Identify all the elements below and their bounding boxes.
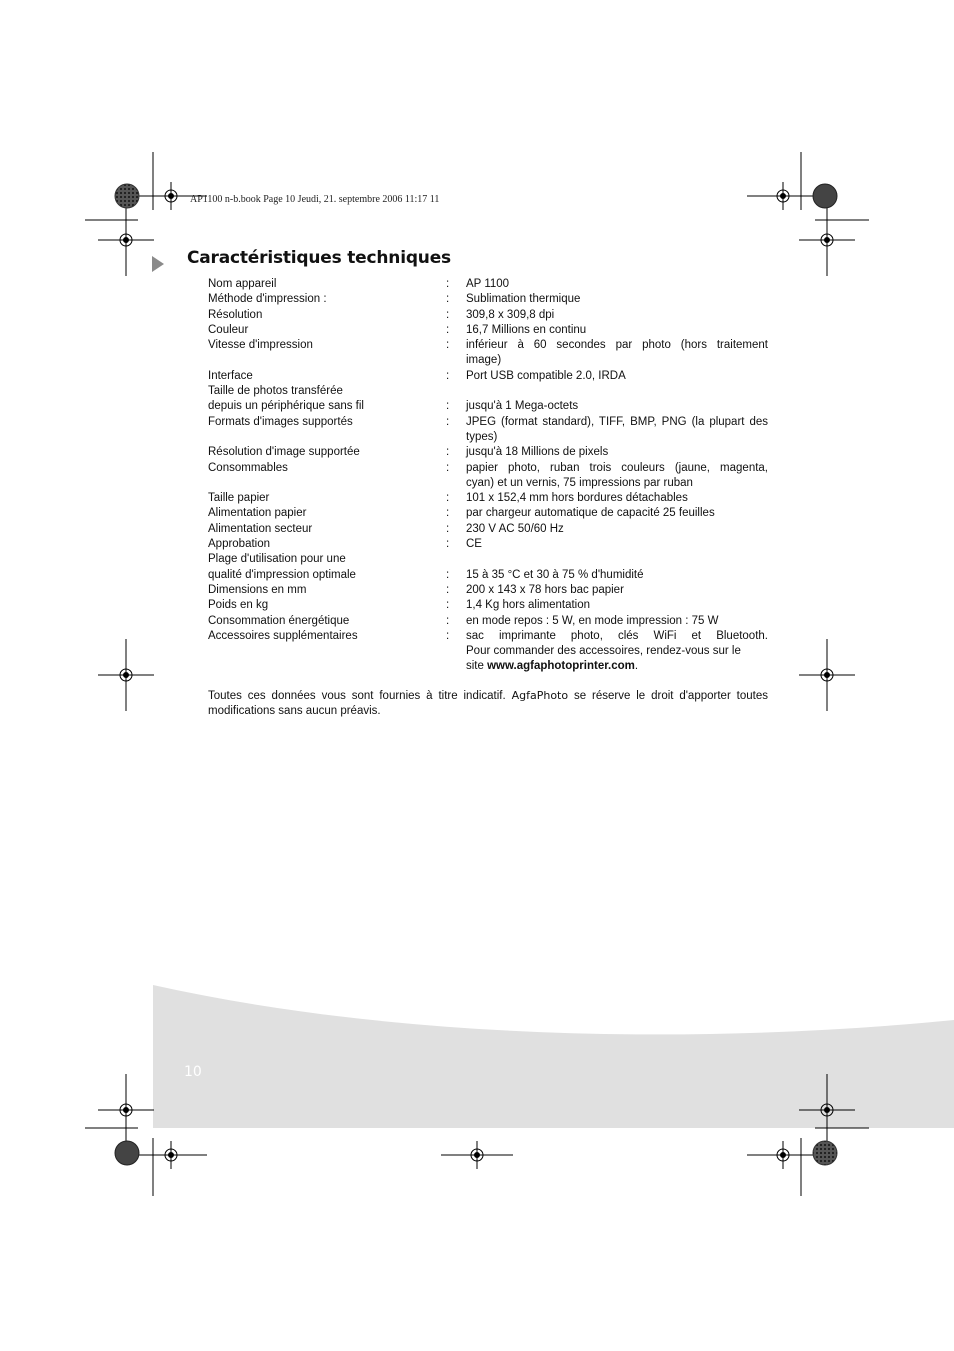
spec-value-line: Sublimation thermique	[466, 293, 581, 306]
spec-label-line: Formats d'images supportés	[208, 415, 353, 428]
spec-row	[208, 583, 768, 598]
spec-label	[208, 277, 446, 292]
spec-label	[208, 614, 446, 629]
spec-label	[208, 629, 446, 675]
spec-label-line: Approbation	[208, 538, 271, 551]
spec-row	[208, 369, 768, 384]
spec-colon: :	[446, 614, 450, 627]
spec-label-line: Poids en kg	[208, 599, 269, 612]
spec-label-line: Taille de photos transférée	[208, 385, 343, 398]
spec-row	[208, 491, 768, 506]
footer-band	[153, 985, 954, 1128]
spec-value-line: image)	[466, 354, 502, 367]
spec-label-line: Nom appareil	[208, 278, 277, 290]
spec-value	[466, 629, 768, 675]
spec-label	[208, 384, 446, 415]
specs-table	[208, 277, 768, 675]
spec-value-line: sac imprimante photo, clés WiFi et Bluetooth.	[466, 629, 768, 642]
spec-value-line: 309,8 x 309,8 dpi	[466, 308, 555, 321]
spec-value-line: types)	[466, 430, 498, 443]
spec-colon: :	[446, 415, 450, 428]
spec-row	[208, 461, 768, 492]
spec-label-line: Taille papier	[208, 492, 270, 505]
accessories-site-line: site www.agfaphotoprinter.com.	[466, 660, 639, 673]
spec-row	[208, 537, 768, 552]
spec-value-line: cyan) et un vernis, 75 impressions par ruban	[466, 476, 693, 489]
spec-label-line: Plage d'utilisation pour une	[208, 553, 346, 566]
spec-label	[208, 522, 446, 537]
spec-colon: :	[446, 446, 450, 459]
spec-colon: :	[446, 629, 450, 642]
disclaimer-note	[208, 688, 768, 720]
spec-row	[208, 308, 768, 323]
spec-value	[466, 323, 768, 338]
page-title: Caractéristiques techniques	[187, 248, 451, 268]
spec-row	[208, 629, 768, 675]
spec-label	[208, 491, 446, 506]
spec-colon: :	[446, 583, 450, 596]
spec-colon: :	[446, 492, 450, 505]
spec-row	[208, 506, 768, 521]
spec-value	[466, 583, 768, 598]
spec-value	[466, 614, 768, 629]
spec-row	[208, 522, 768, 537]
spec-label-line: Consommation énergétique	[208, 614, 350, 627]
spec-label-line: Résolution	[208, 308, 263, 321]
spec-value-line: 200 x 143 x 78 hors bac papier	[466, 583, 624, 596]
spec-colon: :	[446, 369, 450, 382]
spec-label	[208, 506, 446, 521]
spec-label	[208, 598, 446, 613]
spec-colon: :	[446, 308, 450, 321]
spec-label-line: qualité d'impression optimale	[208, 568, 356, 581]
spec-value	[466, 308, 768, 323]
spec-value-line: 1,4 Kg hors alimentation	[466, 599, 591, 612]
spec-label	[208, 323, 446, 338]
spec-row	[208, 338, 768, 369]
spec-value-line: Pour commander des accessoires, rendez-vous sur le	[466, 645, 741, 658]
crop-marks-top	[85, 152, 869, 220]
spec-colon: :	[446, 538, 450, 551]
spec-value	[466, 598, 768, 613]
spec-label-line: Consommables	[208, 461, 288, 474]
spec-row	[208, 292, 768, 307]
spec-colon: :	[446, 568, 450, 581]
spec-colon: :	[446, 461, 450, 474]
spec-row	[208, 614, 768, 629]
spec-value-line: 15 à 35 °C et 30 à 75 % d'humidité	[466, 568, 644, 581]
spec-label-line: Alimentation papier	[208, 507, 307, 520]
spec-label	[208, 552, 446, 583]
spec-value	[466, 552, 768, 583]
spec-value-line: jusqu'à 1 Mega-octets	[466, 400, 579, 413]
spec-colon: :	[446, 599, 450, 612]
spec-value-line: Port USB compatible 2.0, IRDA	[466, 369, 626, 382]
spec-label	[208, 537, 446, 552]
note-part1: Toutes ces données vous sont fournies à titre indicatif.	[208, 690, 506, 702]
spec-value	[466, 491, 768, 506]
spec-label-line: Vitesse d'impression	[208, 339, 313, 352]
accessories-link[interactable]: www.agfaphotoprinter.com	[487, 660, 635, 673]
spec-row	[208, 277, 768, 292]
spec-label-line: Méthode d'impression :	[208, 293, 327, 306]
spec-label	[208, 369, 446, 384]
spec-label	[208, 415, 446, 446]
spec-row	[208, 384, 768, 415]
spec-value	[466, 522, 768, 537]
spec-value-line: AP 1100	[466, 278, 510, 290]
spec-colon: :	[446, 339, 450, 352]
spec-label-line: depuis un périphérique sans fil	[208, 400, 364, 413]
spec-value-line: 101 x 152,4 mm hors bordures détachables	[466, 492, 688, 505]
spec-value-line: par chargeur automatique de capacité 25 feuilles	[466, 507, 715, 520]
spec-label	[208, 461, 446, 492]
brand-name: AgfaPhoto	[511, 689, 569, 702]
spec-label	[208, 338, 446, 369]
spec-value	[466, 506, 768, 521]
spec-label	[208, 292, 446, 307]
page-number: 10	[184, 1064, 202, 1080]
spec-value-line	[466, 384, 768, 399]
spec-label-line: Interface	[208, 369, 253, 382]
note-part2: se réserve le droit d'apporter toutes modifications sans aucun préavis.	[208, 690, 768, 718]
spec-value	[466, 384, 768, 415]
spec-value-line: jusqu'à 18 Millions de pixels	[466, 446, 609, 459]
spec-value-line: CE	[466, 538, 482, 551]
spec-value-line: papier photo, ruban trois couleurs (jaune, magenta,	[466, 461, 768, 474]
spec-value	[466, 277, 768, 292]
spec-row	[208, 445, 768, 460]
spec-label-line: Alimentation secteur	[208, 522, 313, 535]
spec-colon: :	[446, 507, 450, 520]
spec-label	[208, 308, 446, 323]
spec-value-line: JPEG (format standard), TIFF, BMP, PNG (la plupart des	[466, 415, 768, 428]
spec-value-line	[466, 552, 768, 567]
spec-colon: :	[446, 400, 450, 413]
spec-label	[208, 445, 446, 460]
spec-row	[208, 552, 768, 583]
spec-row	[208, 323, 768, 338]
spec-colon: :	[446, 278, 450, 290]
spec-colon: :	[446, 323, 450, 336]
spec-value	[466, 292, 768, 307]
spec-label-line: Accessoires supplémentaires	[208, 629, 358, 642]
book-slug: AP1100 n-b.book Page 10 Jeudi, 21. septembre 2006 11:17 11	[190, 194, 440, 205]
spec-value	[466, 537, 768, 552]
spec-value-line: 16,7 Millions en continu	[466, 323, 587, 336]
spec-label	[208, 583, 446, 598]
spec-label-line: Couleur	[208, 323, 249, 336]
spec-value-line: inférieur à 60 secondes par photo (hors traitement	[466, 339, 768, 352]
spec-value-line: 230 V AC 50/60 Hz	[466, 522, 564, 535]
spec-value	[466, 338, 768, 369]
spec-label-line: Résolution d'image supportée	[208, 446, 360, 459]
spec-value	[466, 461, 768, 492]
spec-value	[466, 415, 768, 446]
spec-row	[208, 415, 768, 446]
spec-value-line: en mode repos : 5 W, en mode impression : 75 W	[466, 614, 719, 627]
spec-colon: :	[446, 293, 450, 306]
section-arrow-icon	[152, 256, 164, 272]
spec-value	[466, 369, 768, 384]
spec-label-line: Dimensions en mm	[208, 583, 307, 596]
spec-row	[208, 598, 768, 613]
spec-value	[466, 445, 768, 460]
spec-colon: :	[446, 522, 450, 535]
